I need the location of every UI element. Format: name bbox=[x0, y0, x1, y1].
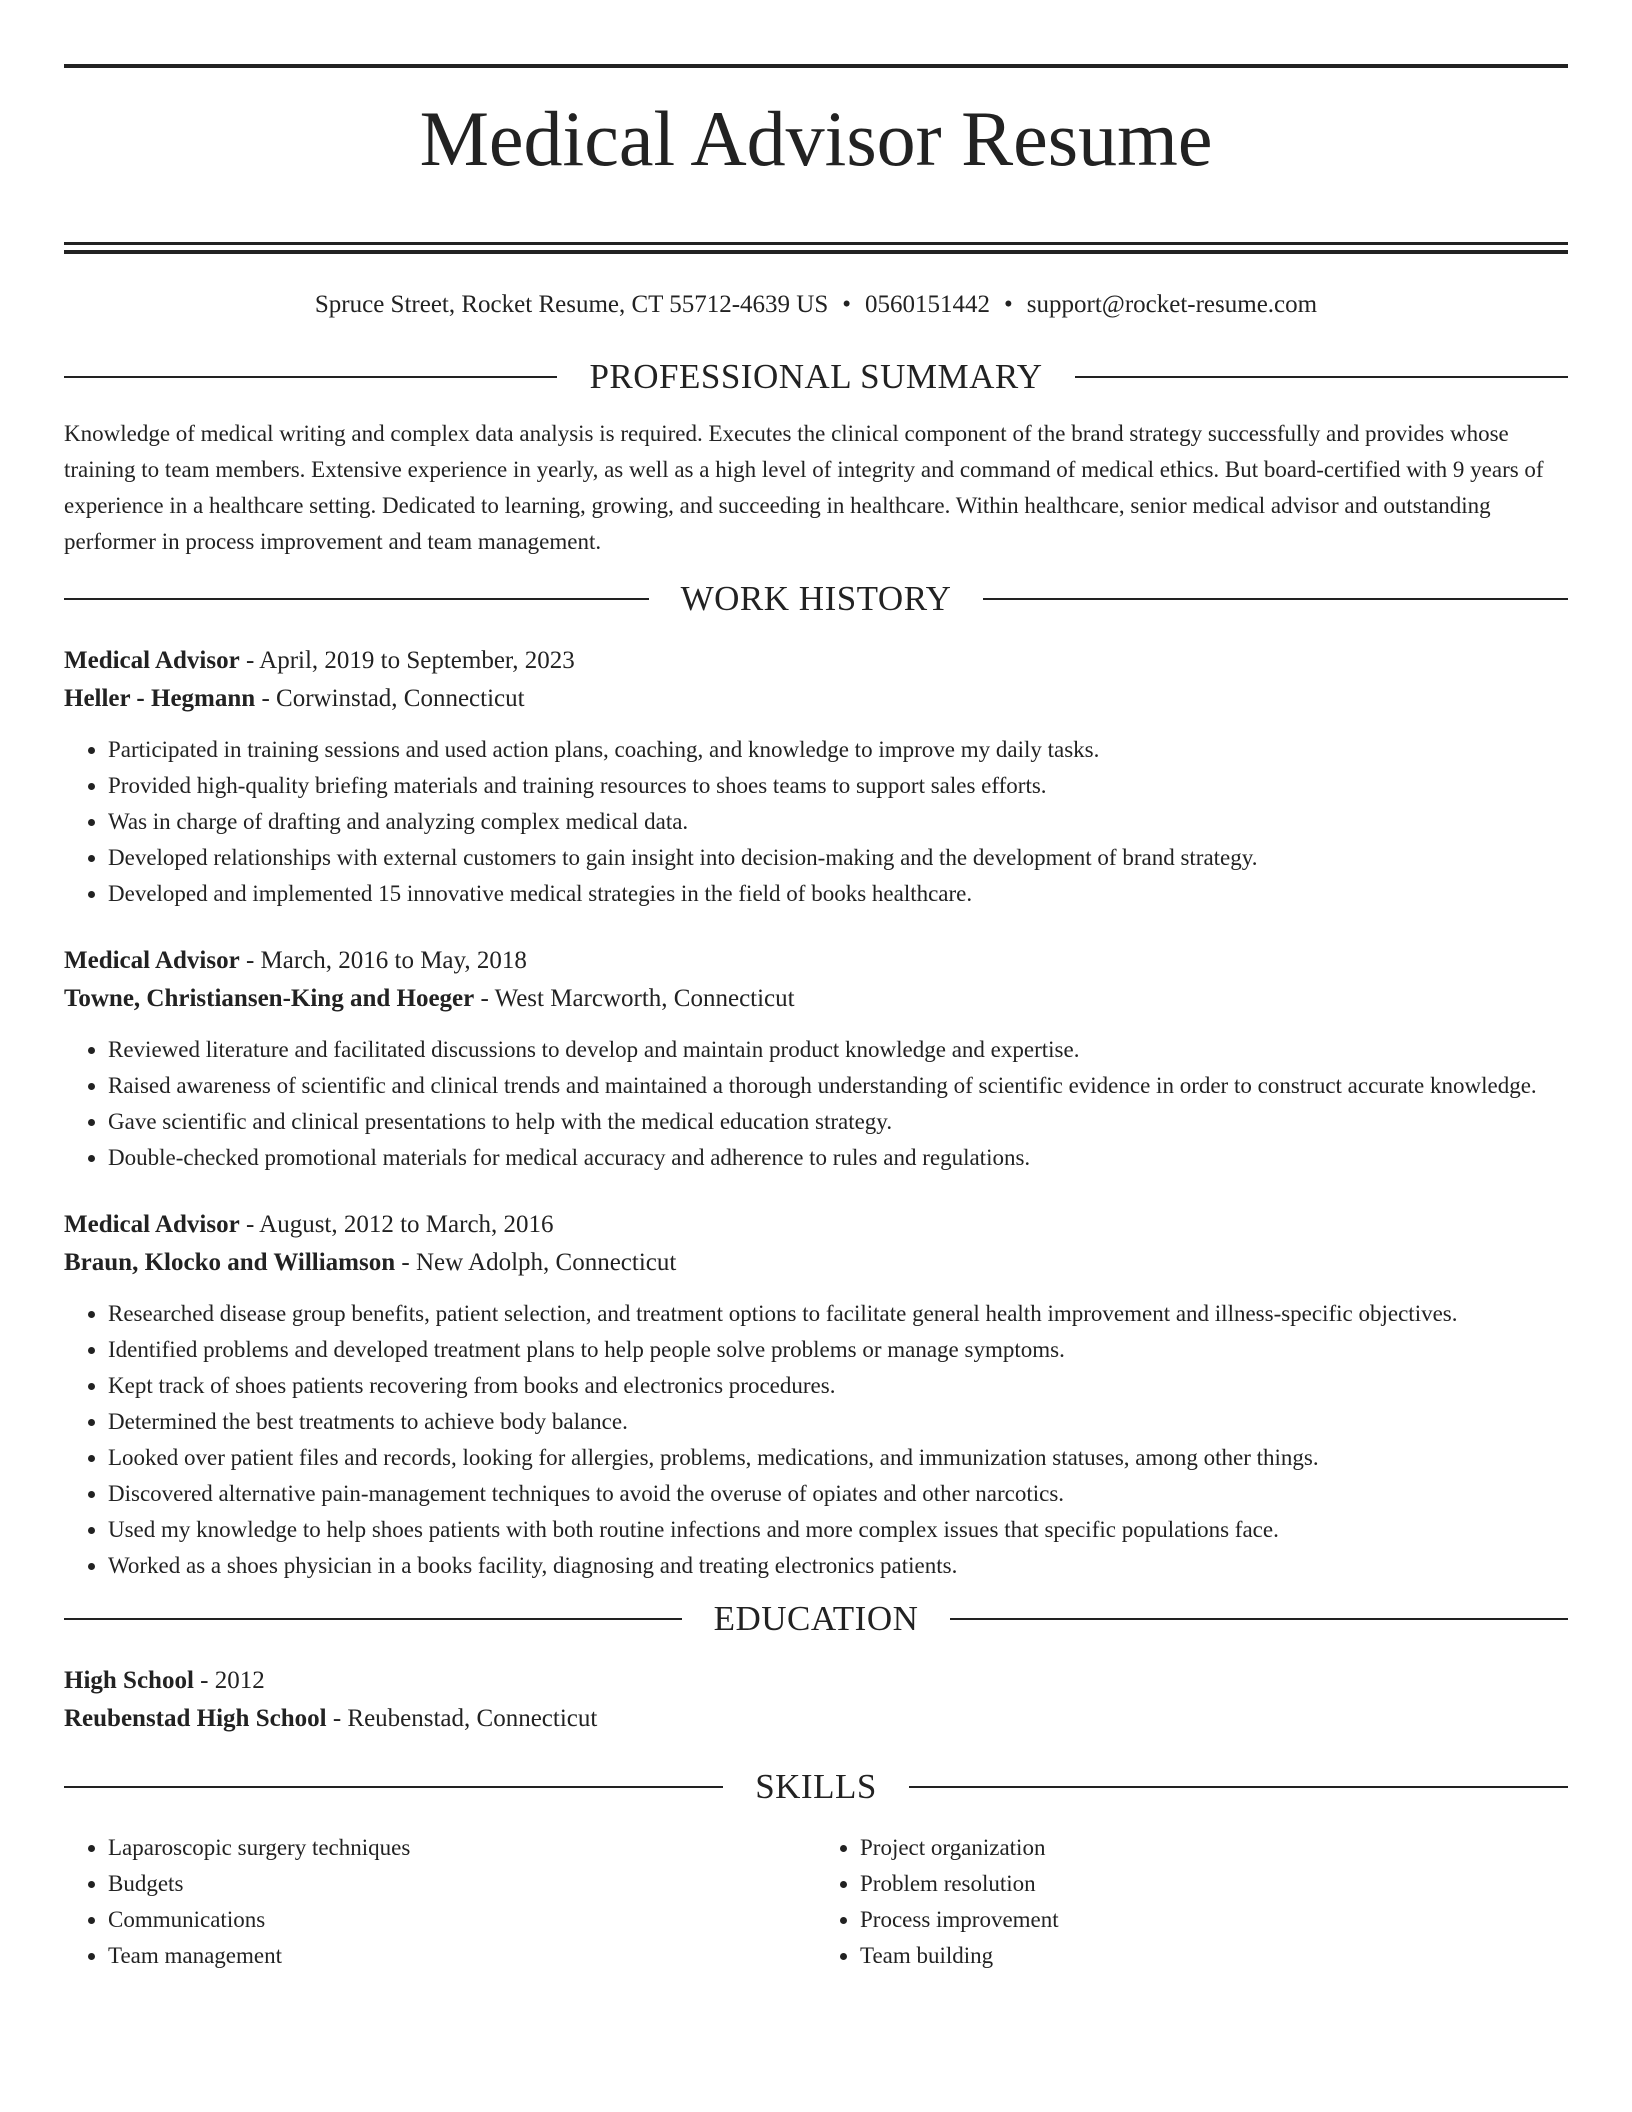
skill-item: • Team building bbox=[860, 1938, 1568, 1974]
job-bullet: • Worked as a shoes physician in a books facility, diagnosing and treating electronics patients. bbox=[108, 1548, 1568, 1584]
education-location: - Reubenstad, Connecticut bbox=[326, 1705, 598, 1732]
job-company-line bbox=[64, 680, 1568, 718]
skills-list bbox=[64, 1830, 1568, 1974]
top-rule bbox=[64, 64, 1568, 68]
contact-phone: 0560151442 bbox=[865, 291, 991, 318]
heading-rule bbox=[64, 1618, 682, 1620]
heading-rule bbox=[64, 1786, 723, 1788]
contact-address: Spruce Street, Rocket Resume, CT 55712-4639 US bbox=[314, 291, 829, 318]
education-degree: High School bbox=[64, 1667, 194, 1694]
job-bullet: • Developed and implemented 15 innovative medical strategies in the field of books healthcare. bbox=[108, 876, 1568, 912]
job-company-line bbox=[64, 1244, 1568, 1282]
job-bullet: • Double-checked promotional materials for medical accuracy and adherence to rules and regulations. bbox=[108, 1140, 1568, 1176]
job-bullet: • Developed relationships with external customers to gain insight into decision-making and the development of brand strategy. bbox=[108, 840, 1568, 876]
heading-rule bbox=[64, 376, 557, 378]
job-company: Towne, Christiansen-King and Hoeger bbox=[64, 985, 475, 1012]
job-entry bbox=[64, 1206, 1568, 1584]
job-bullet: • Gave scientific and clinical presentations to help with the medical education strategy. bbox=[108, 1104, 1568, 1140]
job-bullet: • Determined the best treatments to achieve body balance. bbox=[108, 1404, 1568, 1440]
heading-rule bbox=[64, 598, 649, 600]
job-company: Braun, Klocko and Williamson bbox=[64, 1249, 396, 1276]
job-bullet: • Used my knowledge to help shoes patients with both routine infections and more complex issues that specific populations face. bbox=[108, 1512, 1568, 1548]
skill-item: • Laparoscopic surgery techniques bbox=[108, 1830, 816, 1866]
job-bullet: • Kept track of shoes patients recovering from books and electronics procedures. bbox=[108, 1368, 1568, 1404]
skill-item: • Project organization bbox=[860, 1830, 1568, 1866]
job-bullet: • Identified problems and developed treatment plans to help people solve problems or manage symptoms. bbox=[108, 1332, 1568, 1368]
section-heading-skills bbox=[64, 1766, 1568, 1808]
job-title-line bbox=[64, 942, 1568, 980]
job-bullet: • Researched disease group benefits, patient selection, and treatment options to facilitate general health improvement and illness-specific objectives. bbox=[108, 1296, 1568, 1332]
contact-separator: • bbox=[842, 291, 852, 318]
contact-separator: • bbox=[1004, 291, 1013, 318]
contact-email[interactable]: support@rocket-resume.com bbox=[1026, 291, 1318, 318]
job-bullet: • Discovered alternative pain-management techniques to avoid the overuse of opiates and other narcotics. bbox=[108, 1476, 1568, 1512]
skills-column-left bbox=[64, 1830, 816, 1974]
section-title: WORK HISTORY bbox=[680, 579, 952, 618]
heading-rule bbox=[1075, 376, 1568, 378]
skill-item: • Process improvement bbox=[860, 1902, 1568, 1938]
heading-rule bbox=[909, 1786, 1568, 1788]
job-location: - New Adolph, Connecticut bbox=[395, 1249, 677, 1276]
resume-page bbox=[64, 64, 1568, 1974]
education-entry bbox=[64, 1662, 1568, 1738]
section-title: SKILLS bbox=[755, 1767, 877, 1806]
job-title: Medical Advisor bbox=[64, 947, 240, 974]
job-bullet: • Looked over patient files and records, looking for allergies, problems, medications, and immunization statuses, among other things. bbox=[108, 1440, 1568, 1476]
education-school: Reubenstad High School bbox=[64, 1705, 327, 1732]
education-degree-line bbox=[64, 1662, 1568, 1700]
job-bullet: • Participated in training sessions and used action plans, coaching, and knowledge to improve my daily tasks. bbox=[108, 732, 1568, 768]
job-bullets bbox=[64, 1032, 1568, 1176]
section-title: PROFESSIONAL SUMMARY bbox=[589, 357, 1043, 396]
job-dates: - March, 2016 to May, 2018 bbox=[239, 947, 527, 974]
skill-item: • Communications bbox=[108, 1902, 816, 1938]
job-title: Medical Advisor bbox=[64, 1211, 240, 1238]
job-title-line bbox=[64, 1206, 1568, 1244]
job-bullets bbox=[64, 732, 1568, 912]
skill-item: • Problem resolution bbox=[860, 1866, 1568, 1902]
job-bullet: • Provided high-quality briefing materials and training resources to shoes teams to support sales efforts. bbox=[108, 768, 1568, 804]
job-title-line bbox=[64, 642, 1568, 680]
job-bullet: • Reviewed literature and facilitated discussions to develop and maintain product knowledge and expertise. bbox=[108, 1032, 1568, 1068]
section-title: EDUCATION bbox=[713, 1599, 919, 1638]
title-double-rule bbox=[64, 242, 1568, 254]
section-heading-summary bbox=[64, 356, 1568, 398]
job-company-line bbox=[64, 980, 1568, 1018]
job-location: - West Marcworth, Connecticut bbox=[474, 985, 795, 1012]
job-bullet: • Was in charge of drafting and analyzing complex medical data. bbox=[108, 804, 1568, 840]
job-entry bbox=[64, 942, 1568, 1176]
education-year: - 2012 bbox=[193, 1667, 265, 1694]
heading-rule bbox=[983, 598, 1568, 600]
section-heading-education bbox=[64, 1598, 1568, 1640]
heading-rule bbox=[950, 1618, 1568, 1620]
job-company: Heller - Hegmann bbox=[64, 685, 256, 712]
job-bullets bbox=[64, 1296, 1568, 1584]
job-bullet: • Raised awareness of scientific and clinical trends and maintained a thorough understanding of scientific evidence in order to construct accurate knowledge. bbox=[108, 1068, 1568, 1104]
summary-text: Knowledge of medical writing and complex data analysis is required. Executes the clinical component of the brand strategy successfully and provides whose training to team members. Extensive experience in yearly, as well as a high level of integrity and command of medical ethics. But board-certified with 9 years of experience in a healthcare setting. Dedicated to learning, growing, and succeeding in healthcare. Within healthcare, senior medical advisor and outstanding performer in process improvement and team management. bbox=[64, 421, 1544, 554]
section-heading-work bbox=[64, 578, 1568, 620]
job-title: Medical Advisor bbox=[64, 647, 240, 674]
job-location: - Corwinstad, Connecticut bbox=[255, 685, 525, 712]
resume-title: Medical Advisor Resume bbox=[419, 95, 1213, 182]
skills-column-right bbox=[816, 1830, 1568, 1974]
skill-item: • Team management bbox=[108, 1938, 816, 1974]
skill-item: • Budgets bbox=[108, 1866, 816, 1902]
contact-line bbox=[64, 290, 1568, 320]
job-dates: - April, 2019 to September, 2023 bbox=[239, 647, 575, 674]
education-school-line bbox=[64, 1700, 1568, 1738]
job-entry bbox=[64, 642, 1568, 912]
job-dates: - August, 2012 to March, 2016 bbox=[239, 1211, 554, 1238]
